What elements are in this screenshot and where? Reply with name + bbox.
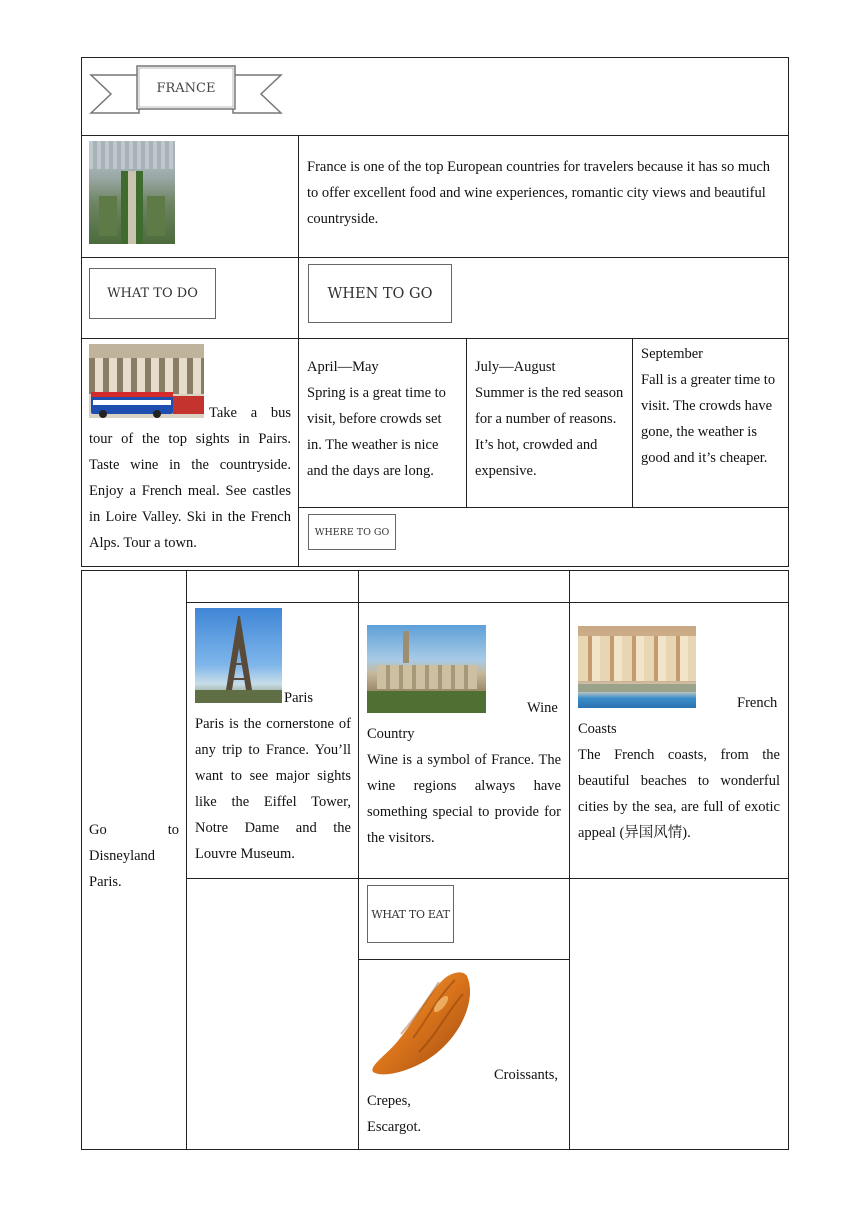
wine-country-image	[367, 625, 486, 713]
food-line-3: Escargot.	[367, 1119, 422, 1135]
season-spring	[307, 354, 459, 484]
paris-text: Paris is the cornerstone of any trip to France. You’ll want to see major sights like the Eiffel Tower, Notre Dame and the Louvre Museum.	[195, 716, 351, 862]
wine-title-a: Wine	[527, 700, 558, 716]
paris-title: Paris	[284, 690, 313, 706]
season-text: Summer is the red season for a number of reasons. It’s hot, crowded and expensive.	[475, 385, 624, 479]
season-fall	[641, 341, 781, 471]
food-line-2: Crepes,	[367, 1093, 411, 1109]
season-period: April—May	[307, 359, 379, 375]
wine-text: Wine is a symbol of France. The wine regions always have something special to provide for the visitors.	[367, 752, 561, 846]
season-summer	[475, 354, 627, 484]
where-to-go-heading: WHERE TO GO	[308, 514, 396, 550]
wine-title-b: Country	[367, 726, 415, 742]
what-to-do-heading: WHAT TO DO	[89, 268, 216, 319]
intro-text: France is one of the top European countries for travelers because it has so much to offer excellent food and wine experiences, romantic city views and beautiful countryside.	[307, 159, 771, 227]
coasts-text: The French coasts, from the beautiful beaches to wonderful cities by the sea, are full of exotic appeal (异国风情).	[578, 747, 780, 841]
coasts-title-a: French	[737, 695, 778, 711]
season-text: Spring is a great time to visit, before crowds set in. The weather is nice and the days are long.	[307, 385, 446, 479]
paris-aerial-image	[89, 141, 175, 244]
banner-label: FRANCE	[156, 81, 216, 96]
french-coasts-image	[578, 626, 696, 708]
season-period: September	[641, 346, 704, 362]
eiffel-tower-icon	[195, 608, 282, 703]
coasts-title-b: Coasts	[578, 721, 617, 737]
when-to-go-heading: WHEN TO GO	[308, 264, 452, 323]
what-to-eat-heading: WHAT TO EAT	[367, 885, 454, 943]
france-banner	[89, 63, 283, 121]
croissant-image	[367, 968, 477, 1080]
eiffel-tower-image	[195, 608, 282, 703]
season-text: Fall is a greater time to visit. The crowds have gone, the weather is good and it’s cheaper.	[641, 372, 776, 466]
disneyland-text: Go to Disneyland Paris.	[89, 822, 179, 890]
what-to-do-text: Take a bus tour of the top sights in Pairs. Taste wine in the countryside. Enjoy a French meal. See castles in Loire Valley. Ski in the French Alps. Tour a town.	[89, 405, 291, 551]
croissant-icon	[367, 968, 477, 1080]
food-line-1: Croissants,	[494, 1067, 559, 1083]
season-period: July—August	[475, 359, 556, 375]
